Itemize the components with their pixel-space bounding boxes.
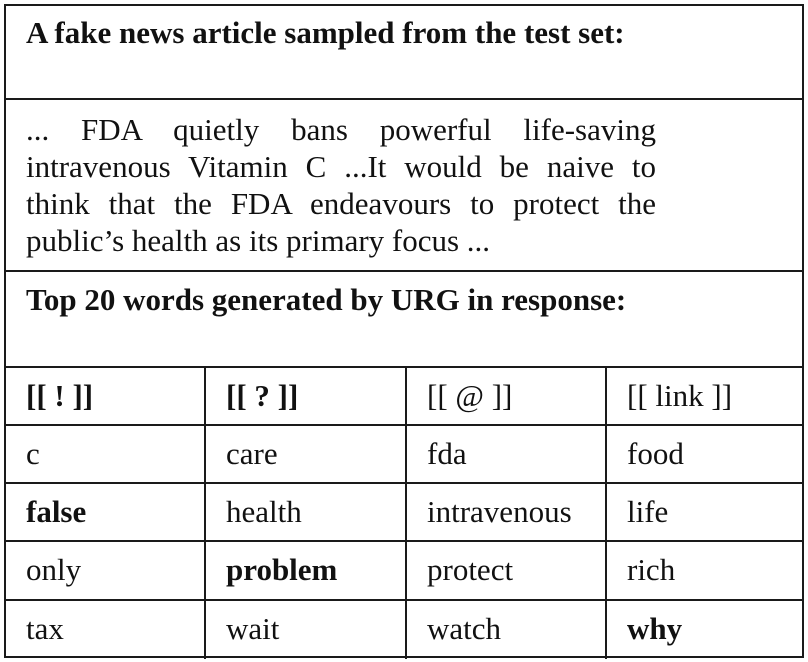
table-frame: [4, 4, 804, 658]
table-cell: [[ link ]]: [607, 368, 802, 426]
table-cell: fda: [407, 426, 607, 484]
table-cell: why: [627, 611, 683, 646]
caption-heading: A fake news article sampled from the test set:: [26, 15, 625, 50]
words-heading: Top 20 words generated by URG in response:: [26, 282, 627, 317]
words-heading-row: [6, 272, 802, 368]
word-grid: [6, 368, 802, 659]
table-cell: [[ ! ]]: [6, 368, 206, 426]
table-cell: wait: [206, 601, 407, 659]
table-cell: life: [607, 484, 802, 542]
caption-heading-row: [6, 6, 802, 100]
table-cell: problem: [206, 542, 407, 601]
article-excerpt-row: [6, 100, 802, 272]
table-cell: [[ @ ]]: [407, 368, 607, 426]
table-cell: c: [6, 426, 206, 484]
table-cell: watch: [407, 601, 607, 659]
table-cell: false: [6, 484, 206, 542]
article-excerpt: ... FDA quietly bans powerful life-saving intravenous Vitamin C ...It would be naive to think that the FDA endeavours to protect the public’s health as its primary focus ...: [26, 112, 656, 258]
table-cell: rich: [607, 542, 802, 601]
table-cell: [[ ? ]]: [206, 368, 407, 426]
table-cell: tax: [6, 601, 206, 659]
table-cell: care: [206, 426, 407, 484]
table-cell: health: [206, 484, 407, 542]
table-cell: food: [607, 426, 802, 484]
table-cell: only: [6, 542, 206, 601]
table-cell: intravenous: [407, 484, 607, 542]
table-cell: protect: [407, 542, 607, 601]
